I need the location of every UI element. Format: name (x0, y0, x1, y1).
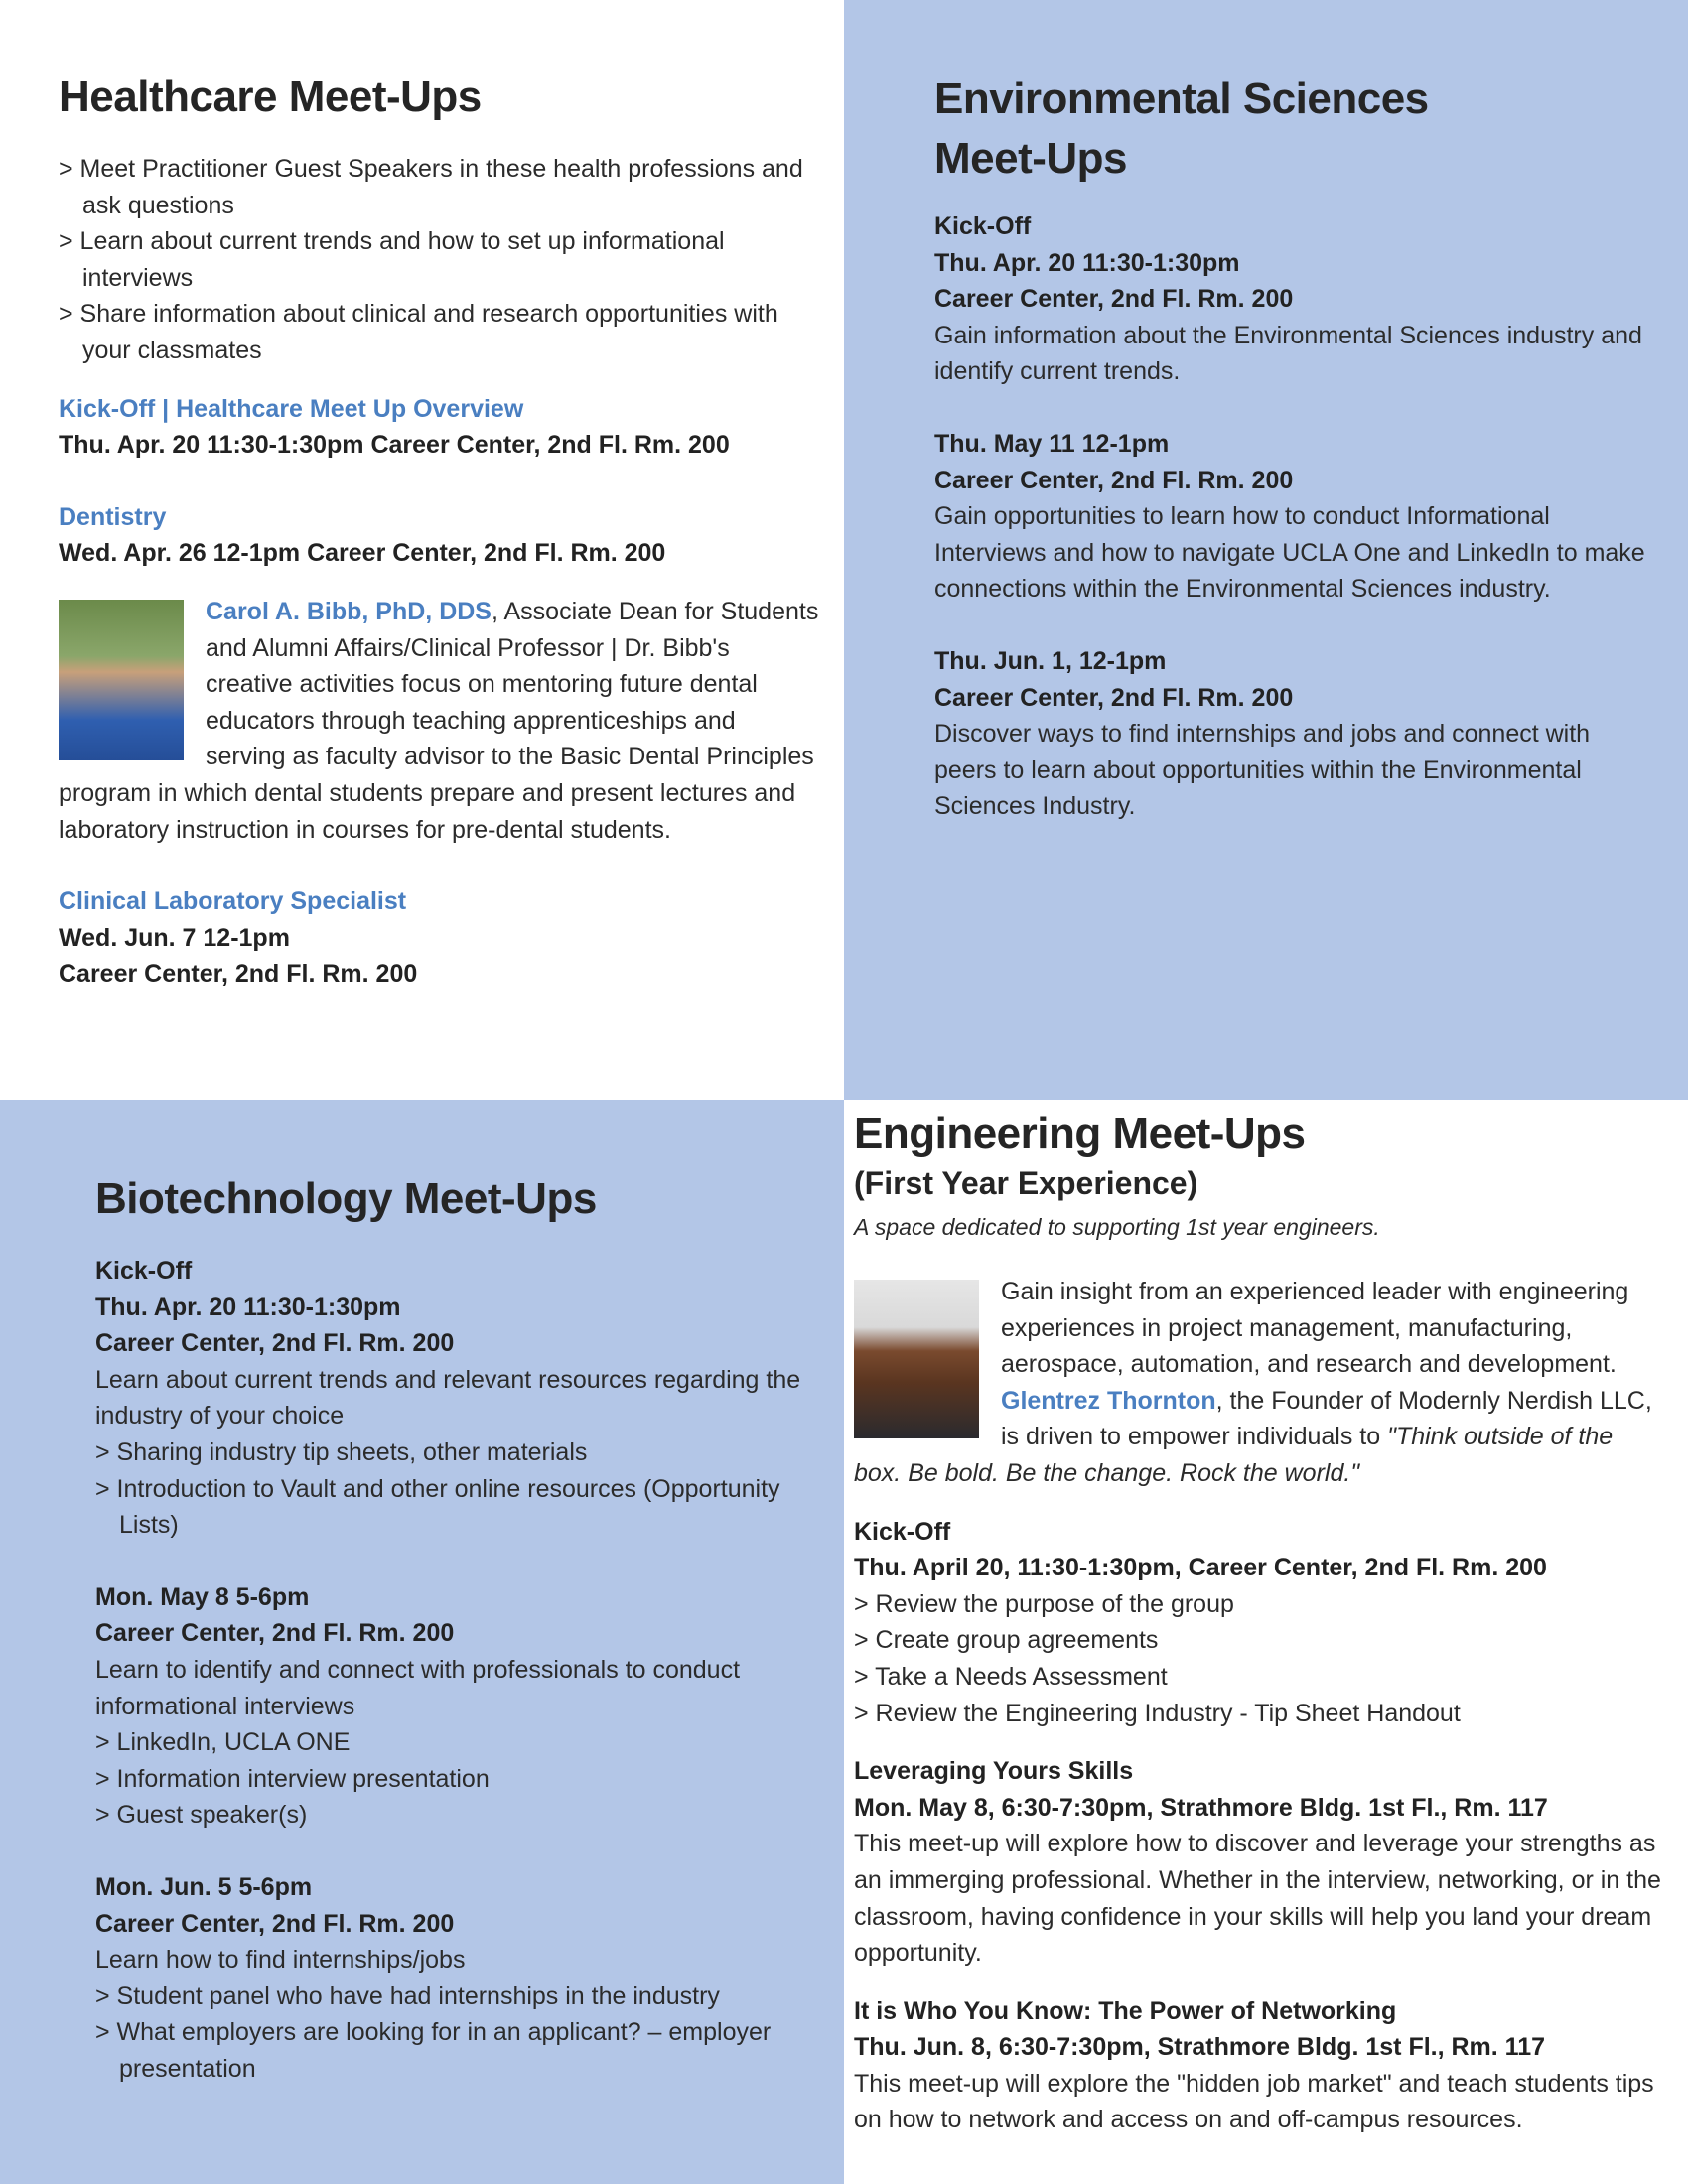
engineering-tagline: A space dedicated to supporting 1st year engineers. (854, 1214, 1380, 1240)
eng-kickoff-bullet-1: > Review the purpose of the group (854, 1589, 1234, 1618)
biotech-section (0, 1100, 844, 2184)
speaker-name-glentrez-thornton: Glentrez Thornton (1001, 1386, 1216, 1415)
engineering-speaker-block (854, 1274, 1662, 1492)
env-event-2-desc: Gain opportunities to learn how to conduct Informational Interviews and how to navigate UCLA One and LinkedIn to make connections within the Environmental Sciences industry. (934, 502, 1645, 604)
eng-kickoff-bullet-3: > Take a Needs Assessment (854, 1662, 1168, 1691)
speaker-photo-glentrez-thornton (854, 1280, 979, 1438)
eng-skills-label: Leveraging Yours Skills (854, 1757, 1134, 1786)
eng-kickoff-label: Kick-Off (854, 1517, 951, 1546)
healthcare-title: Healthcare Meet-Ups (59, 72, 482, 121)
env-event-3-location: Career Center, 2nd Fl. Rm. 200 (934, 683, 1294, 712)
biotech-may-bullet-2: > Information interview presentation (95, 1764, 490, 1793)
engineering-title: Engineering Meet-Ups (854, 1109, 1306, 1158)
biotech-jun-location: Career Center, 2nd Fl. Rm. 200 (95, 1909, 455, 1938)
eng-skills-details: Mon. May 8, 6:30-7:30pm, Strathmore Bldg. 1st Fl., Rm. 117 (854, 1793, 1548, 1822)
env-event-3-date: Thu. Jun. 1, 12-1pm (934, 646, 1167, 675)
cls-location: Career Center, 2nd Fl. Rm. 200 (59, 960, 418, 989)
env-kickoff-label: Kick-Off (934, 212, 1032, 240)
healthcare-section (0, 0, 844, 1100)
biotech-may-date: Mon. May 8 5-6pm (95, 1582, 310, 1611)
biotech-title: Biotechnology Meet-Ups (95, 1174, 597, 1223)
dentistry-heading: Dentistry (59, 502, 167, 531)
healthcare-bullet-1: > Meet Practitioner Guest Speakers in these health professions and ask questions (59, 155, 803, 219)
env-event-1-location: Career Center, 2nd Fl. Rm. 200 (934, 285, 1294, 314)
biotech-may-desc: Learn to identify and connect with professionals to conduct informational interviews (95, 1655, 741, 1720)
dentistry-speaker-block (59, 594, 820, 848)
env-event-2-date: Thu. May 11 12-1pm (934, 429, 1170, 458)
environmental-title-line2: Meet-Ups (934, 134, 1128, 183)
speaker-name-carol-bibb: Carol A. Bibb, PhD, DDS (206, 597, 492, 625)
eng-networking-details: Thu. Jun. 8, 6:30-7:30pm, Strathmore Bldg. 1st Fl., Rm. 117 (854, 2033, 1546, 2062)
speaker-photo-carol-bibb (59, 600, 184, 760)
eng-kickoff-details: Thu. April 20, 11:30-1:30pm, Career Center, 2nd Fl. Rm. 200 (854, 1554, 1547, 1582)
biotech-may-bullet-1: > LinkedIn, UCLA ONE (95, 1728, 351, 1757)
environmental-section (844, 0, 1688, 1100)
engineering-intro-text: Gain insight from an experienced leader with engineering experiences in project management, manufacturing, aerospace, automation, and research and development. (1001, 1278, 1629, 1379)
environmental-title-line1: Environmental Sciences (934, 74, 1429, 123)
biotech-kickoff-bullet-2: > Introduction to Vault and other online resources (Opportunity Lists) (95, 1474, 780, 1540)
biotech-jun-bullet-2: > What employers are looking for in an applicant? – employer presentation (95, 2018, 772, 2083)
eng-networking-label: It is Who You Know: The Power of Networking (854, 1996, 1397, 2025)
dentistry-details: Wed. Apr. 26 12-1pm Career Center, 2nd Fl. Rm. 200 (59, 539, 666, 568)
eng-skills-desc: This meet-up will explore how to discover and leverage your strengths as an immerging professional. Whether in the interview, networking, or in the classroom, having confidence in your skills will help you land your dream opportunity. (854, 1830, 1661, 1968)
eng-networking-desc: This meet-up will explore the "hidden job market" and teach students tips on how to network and access on and off-campus resources. (854, 2069, 1654, 2134)
env-event-1-desc: Gain information about the Environmental Sciences industry and identify current trends. (934, 321, 1642, 386)
env-event-2-location: Career Center, 2nd Fl. Rm. 200 (934, 466, 1294, 494)
biotech-kickoff-desc: Learn about current trends and relevant resources regarding the industry of your choice (95, 1365, 801, 1431)
cls-date: Wed. Jun. 7 12-1pm (59, 923, 290, 952)
eng-kickoff-bullet-4: > Review the Engineering Industry - Tip Sheet Handout (854, 1699, 1461, 1727)
biotech-kickoff-location: Career Center, 2nd Fl. Rm. 200 (95, 1329, 455, 1358)
engineering-quote: "Think outside of the box. Be bold. Be the change. Rock the world." (854, 1423, 1614, 1487)
healthcare-kickoff-details: Thu. Apr. 20 11:30-1:30pm Career Center, 2nd Fl. Rm. 200 (59, 431, 730, 460)
eng-kickoff-bullet-2: > Create group agreements (854, 1626, 1159, 1655)
healthcare-kickoff-heading: Kick-Off | Healthcare Meet Up Overview (59, 394, 524, 423)
biotech-jun-date: Mon. Jun. 5 5-6pm (95, 1872, 313, 1901)
env-event-3-desc: Discover ways to find internships and jobs and connect with peers to learn about opportunities within the Environmental Sciences Industry. (934, 720, 1591, 821)
engineering-intro-mid: , the Founder of Modernly Nerdish LLC, is driven to empower individuals to (1001, 1386, 1652, 1451)
biotech-kickoff-bullet-1: > Sharing industry tip sheets, other materials (95, 1437, 588, 1466)
biotech-may-bullet-3: > Guest speaker(s) (95, 1801, 308, 1830)
biotech-kickoff-label: Kick-Off (95, 1257, 193, 1285)
engineering-section (844, 1100, 1688, 2184)
biotech-may-location: Career Center, 2nd Fl. Rm. 200 (95, 1619, 455, 1648)
speaker-bio-text: , Associate Dean for Students and Alumni Affairs/Clinical Professor | Dr. Bibb's creative activities focus on mentoring future dental educators through teaching apprenticeships and serving as faculty advisor to the Basic Dental Principles program in which dental students prepare and present lectures and laboratory instruction in courses for pre-dental students. (59, 597, 819, 844)
biotech-jun-desc: Learn how to find internships/jobs (95, 1946, 466, 1975)
cls-heading: Clinical Laboratory Specialist (59, 887, 407, 916)
env-event-1-date: Thu. Apr. 20 11:30-1:30pm (934, 248, 1240, 277)
healthcare-bullet-2: > Learn about current trends and how to set up informational interviews (59, 227, 725, 292)
biotech-jun-bullet-1: > Student panel who have had internships in the industry (95, 1981, 720, 2010)
biotech-kickoff-date: Thu. Apr. 20 11:30-1:30pm (95, 1293, 401, 1321)
healthcare-bullet-3: > Share information about clinical and research opportunities with your classmates (59, 300, 778, 364)
engineering-subtitle: (First Year Experience) (854, 1165, 1198, 1201)
